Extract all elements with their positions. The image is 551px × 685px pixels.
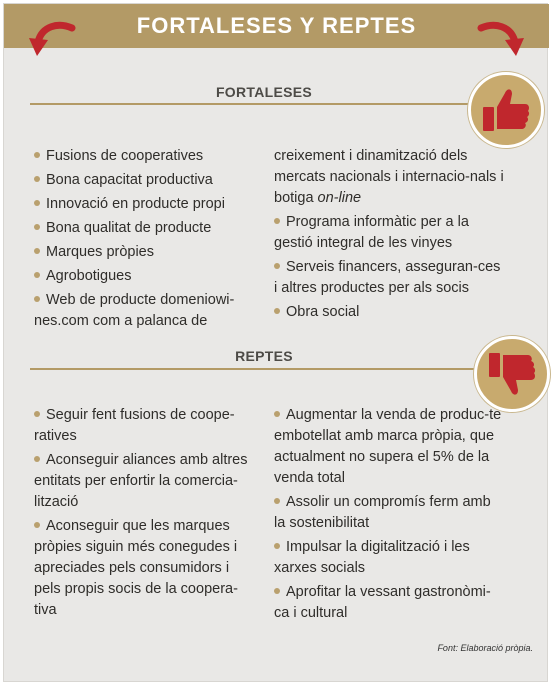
bullet-icon — [274, 498, 280, 504]
list-item: Assolir un compromís ferm amb la sostenibilitat — [274, 494, 491, 531]
challenges-divider — [30, 368, 480, 370]
bullet-icon — [274, 218, 280, 224]
bullet-icon — [34, 176, 40, 182]
bullet-icon — [34, 296, 40, 302]
list-item: Augmentar la venda de produc-te embotellat amb marca pròpia, que actualment no supera el 5% de la venda total — [274, 407, 502, 486]
list-item: Seguir fent fusions de coope-ratives — [34, 407, 235, 444]
thumbs-up-icon — [481, 85, 531, 135]
thumbs-down-icon — [487, 349, 537, 399]
infographic-card — [3, 3, 548, 682]
list-item: Aconseguir aliances amb altres entitats per enfortir la comercia-lització — [34, 452, 248, 510]
list-item: Fusions de cooperatives — [34, 146, 256, 167]
challenges-heading: REPTES — [235, 348, 293, 364]
list-item: Programa informàtic per a la gestió integral de les vinyes — [274, 214, 469, 251]
curved-arrow-right-icon — [475, 20, 525, 62]
list-item-continuation: creixement i dinamització dels mercats nacionals i internacio-nals i botiga on-line — [274, 148, 504, 206]
bullet-icon — [274, 308, 280, 314]
source-note: Font: Elaboració pròpia. — [437, 643, 533, 653]
list-item: Aconseguir que les marques pròpies siguin més conegudes i apreciades pels consumidors i pels propis socis de la coopera-tiva — [34, 518, 238, 618]
bullet-icon — [274, 543, 280, 549]
list-item: Agrobotigues — [34, 266, 256, 287]
bullet-icon — [34, 411, 40, 417]
bullet-icon — [34, 456, 40, 462]
challenges-left-column — [34, 405, 256, 624]
strengths-left-column — [34, 146, 256, 335]
header-banner — [4, 4, 549, 48]
list-item: Bona capacitat productiva — [34, 170, 256, 191]
bullet-icon — [274, 411, 280, 417]
bullet-icon — [34, 200, 40, 206]
list-item: Aprofitar la vessant gastronòmi-ca i cultural — [274, 584, 491, 621]
bullet-icon — [34, 272, 40, 278]
list-item: Marques pròpies — [34, 242, 256, 263]
strengths-divider — [30, 103, 480, 105]
challenges-badge — [474, 336, 550, 412]
challenges-right-column — [274, 405, 504, 627]
strengths-heading: FORTALESES — [215, 84, 313, 100]
list-item: Serveis financers, asseguran-ces i altres productes per als socis — [274, 259, 501, 296]
bullet-icon — [274, 263, 280, 269]
bullet-icon — [34, 248, 40, 254]
list-item: Obra social — [274, 302, 504, 323]
bullet-icon — [34, 152, 40, 158]
curved-arrow-left-icon — [28, 20, 78, 62]
page-title: FORTALESES Y REPTES — [136, 13, 417, 38]
list-item: Bona qualitat de producte — [34, 218, 256, 239]
bullet-icon — [34, 224, 40, 230]
bullet-icon — [34, 522, 40, 528]
bullet-icon — [274, 588, 280, 594]
list-item: Impulsar la digitalització i les xarxes socials — [274, 539, 470, 576]
list-item: Innovació en producte propi — [34, 194, 256, 215]
strengths-right-column — [274, 146, 504, 326]
list-item: Web de producte domeniowi-nes.com com a palanca de — [34, 292, 235, 329]
strengths-badge — [468, 72, 544, 148]
